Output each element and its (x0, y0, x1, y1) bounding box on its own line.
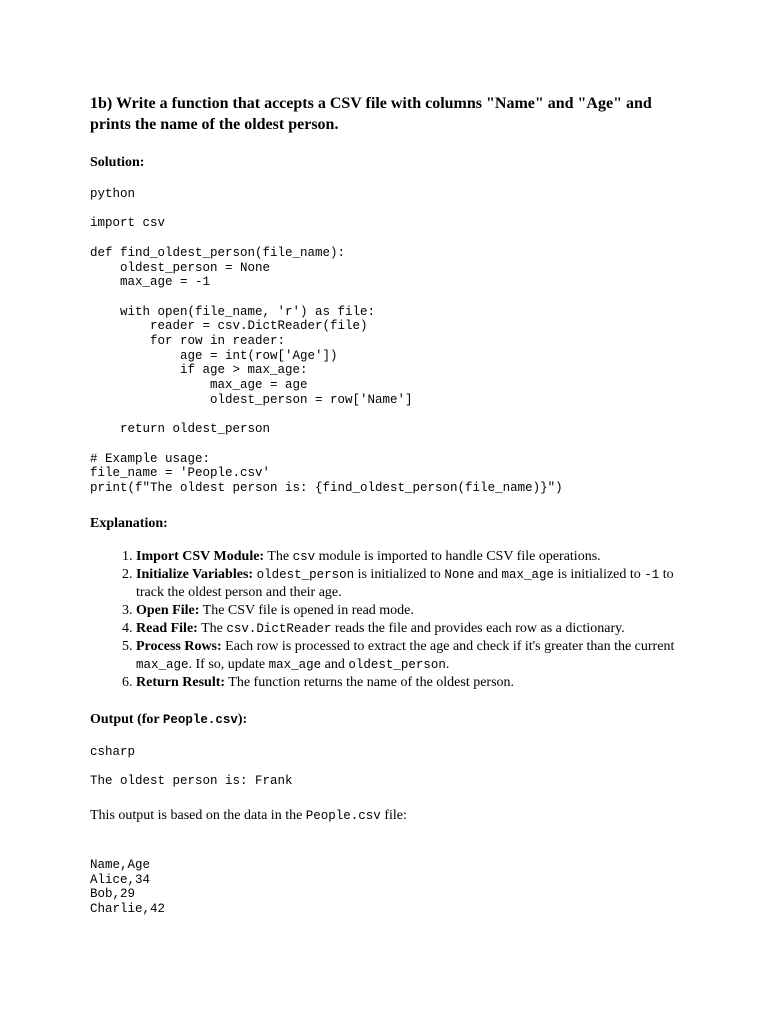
explanation-item-title: Open File: (136, 602, 200, 618)
output-label (90, 711, 690, 729)
explanation-item (136, 602, 690, 620)
code-language-label: python (90, 187, 136, 201)
inline-code: -1 (644, 567, 660, 582)
explanation-item (136, 548, 690, 566)
explanation-text: to track the oldest person and their age. (136, 566, 674, 600)
inline-code: oldest_person (256, 567, 355, 582)
inline-code: max_age (501, 567, 555, 582)
explanation-item-title: Initialize Variables: (136, 566, 254, 582)
inline-code: max_age (136, 657, 189, 672)
explanation-text: and (474, 566, 502, 582)
explanation-item (136, 566, 690, 602)
explanation-text: Each row is processed to extract the age and check if it's greater than the current (221, 638, 675, 654)
explanation-text: The (197, 620, 227, 636)
explanation-item-title: Return Result: (136, 674, 226, 690)
inline-code: oldest_person (348, 657, 446, 672)
explanation-list (90, 548, 690, 692)
inline-code: csv (292, 549, 316, 564)
output-block: The oldest person is: Frank (90, 774, 293, 789)
explanation-text: . If so, update (188, 656, 269, 672)
data-note-filename: People.csv (305, 808, 381, 823)
output-label-pre: Output (for (90, 711, 163, 727)
output-label-post: ): (237, 711, 248, 727)
explanation-item-title: Import CSV Module: (136, 548, 265, 564)
explanation-item-title: Read File: (136, 620, 198, 636)
explanation-text: . (445, 656, 450, 672)
explanation-item (136, 638, 690, 674)
data-note (90, 807, 690, 825)
explanation-item (136, 674, 690, 692)
inline-code: csv.DictReader (226, 621, 332, 636)
csv-data-block: Name,Age Alice,34 Bob,29 Charlie,42 (90, 857, 166, 916)
inline-code: None (444, 567, 475, 582)
explanation-text: The (264, 548, 293, 564)
explanation-label: Explanation: (90, 515, 168, 531)
output-label-filename: People.csv (162, 712, 238, 727)
output-language-label: csharp (90, 744, 136, 759)
explanation-text: and (321, 656, 349, 672)
explanation-text: The CSV file is opened in read mode. (199, 602, 414, 618)
question-heading: 1b) Write a function that accepts a CSV file with columns "Name" and "Age" and prints the name of the oldest person. (90, 95, 652, 133)
explanation-text: The function returns the name of the oldest person. (225, 674, 515, 690)
data-note-post: file: (380, 807, 407, 823)
explanation-text: is initialized to (554, 566, 645, 582)
data-note-pre: This output is based on the data in the (90, 807, 306, 823)
explanation-text: reads the file and provides each row as a dictionary. (331, 620, 625, 636)
explanation-item-title: Process Rows: (136, 638, 222, 654)
explanation-text: is initialized to (354, 566, 445, 582)
document-page (90, 93, 690, 917)
code-block: import csv def find_oldest_person(file_name): oldest_person = None max_age = -1 with open(file_name, 'r') as file: reader = csv.DictReader(file) for row in reader: age = int(row['Age']) if age > max_age: max_age = age oldest_person = row['Name'] return oldest_person # Example usage: file_name = 'People.csv' print(f"The oldest person is: {find_oldest_person(file_name)}") (90, 216, 563, 496)
inline-code: max_age (268, 657, 322, 672)
explanation-item (136, 620, 690, 638)
solution-label: Solution: (90, 155, 145, 170)
explanation-text: module is imported to handle CSV file operations. (315, 548, 601, 564)
